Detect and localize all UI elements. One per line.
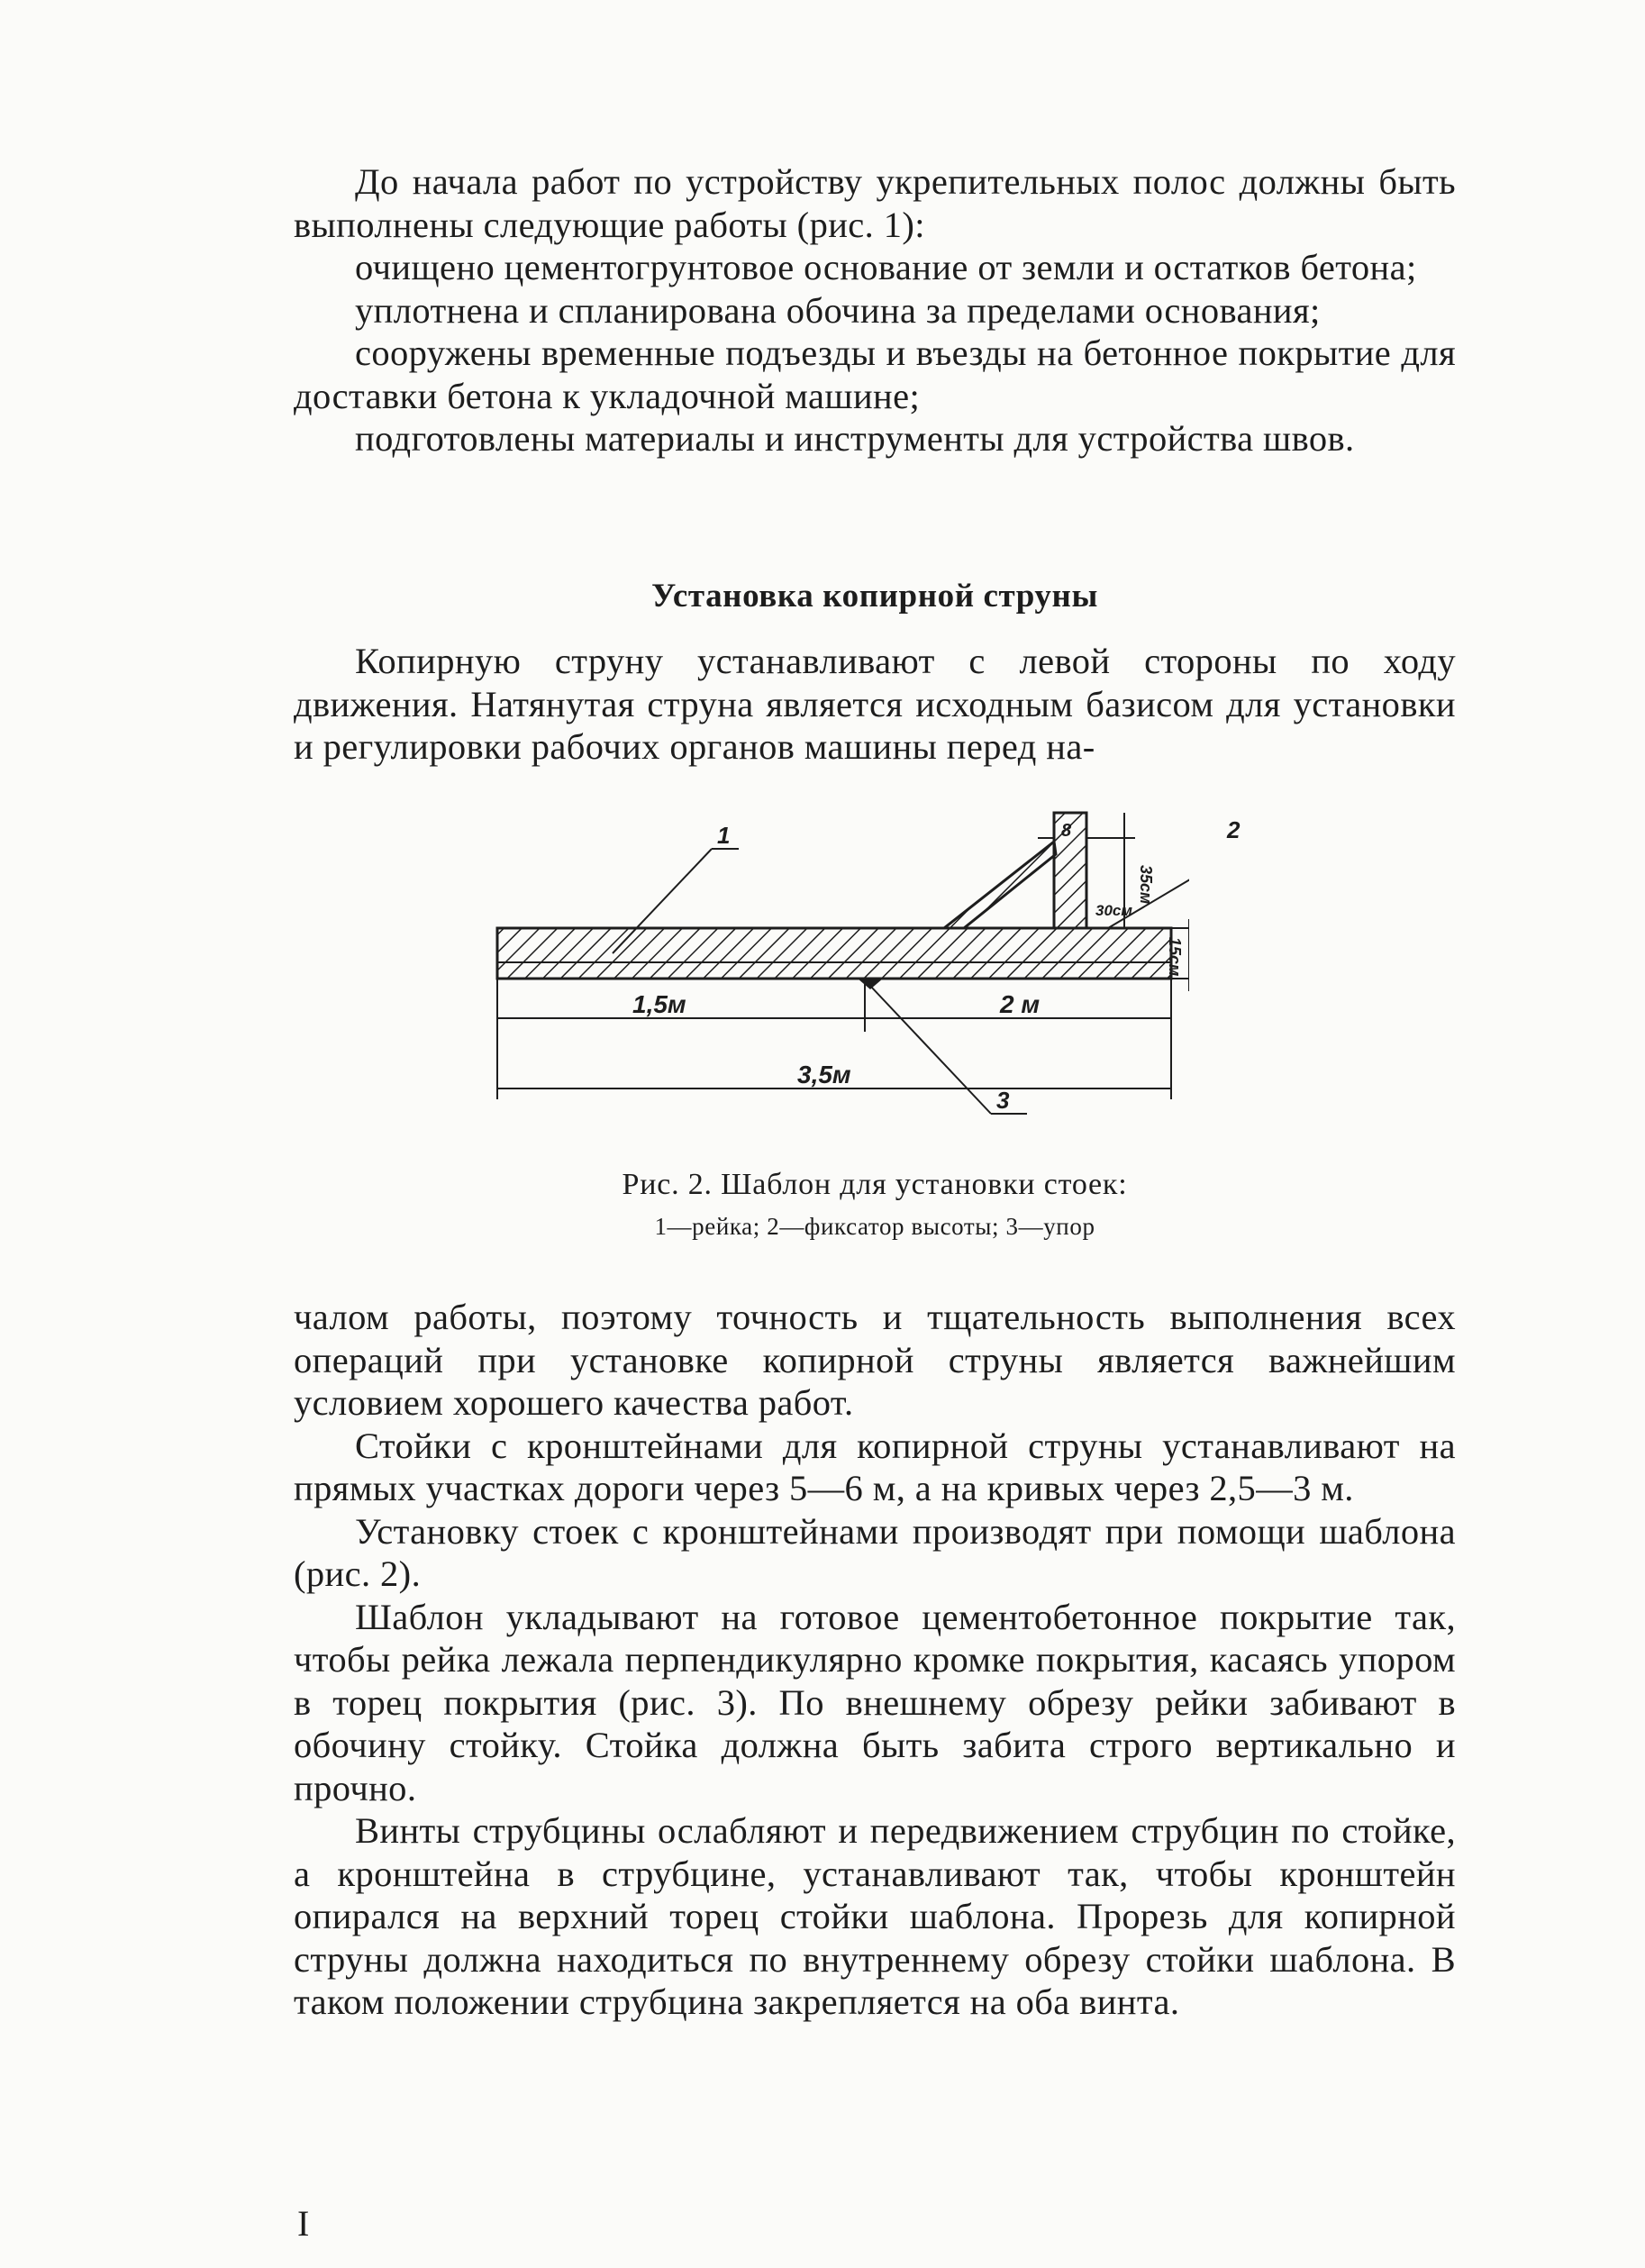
- dim-left-label: 1,5м: [632, 990, 686, 1018]
- paragraph: Копирную струну устанавливают с левой стороны по ходу движения. Натянутая струна является исходным базисом для установки и регулировки рабочих органов машины перед на-: [294, 641, 1456, 767]
- dim-height-label: 35см: [1137, 865, 1155, 905]
- paragraph: очищено цементогрунтовое основание от земли и остатков бетона;: [355, 247, 1417, 287]
- paragraph: Установку стоек с кронштейнами производят при помощи шаблона (рис. 2).: [294, 1510, 1456, 1594]
- figure-caption-legend: 1—рейка; 2—фиксатор высоты; 3—упор: [654, 1213, 1095, 1240]
- paragraph: Стойки с кронштейнами для копирной струны устанавливают на прямых участках дороги через 5—6 м, а на кривых через 2,5—3 м.: [294, 1425, 1456, 1508]
- label-rail: 1: [717, 822, 731, 849]
- fixator-label-svg: [1225, 811, 1279, 847]
- fixator-brace: [944, 842, 1056, 928]
- stop-shape: [858, 979, 883, 989]
- paragraph: сооружены временные подъезды и въезды на бетонное покрытие для доставки бетона к укладочной машине;: [294, 332, 1456, 416]
- continued-text-block: [294, 1296, 1456, 2024]
- page-number: I: [297, 2203, 310, 2244]
- dim-thickness-label: 15см: [1166, 937, 1184, 977]
- rail-shape: [497, 928, 1171, 979]
- dim-offset-label: 30см: [1095, 902, 1132, 919]
- dim-total-label: 3,5м: [797, 1061, 851, 1088]
- paragraph: уплотнена и спланирована обочина за пределами основания;: [355, 289, 1321, 331]
- figure-caption-title: Рис. 2. Шаблон для установки стоек:: [622, 1168, 1128, 1201]
- paragraph: До начала работ по устройству укрепительных полос должны быть выполнены следующие работы (рис. 1):: [294, 161, 1456, 245]
- section-intro-block: [294, 640, 1456, 769]
- template-diagram: [486, 802, 1189, 1135]
- template-diagram-svg: [486, 802, 1189, 1135]
- dim-right-label: 2 м: [1000, 990, 1041, 1018]
- label-stop: 3: [996, 1087, 1010, 1114]
- section-heading: Установка копирной струны: [651, 578, 1098, 615]
- dim-width-label: 8: [1061, 821, 1072, 841]
- intro-text-block: [294, 160, 1456, 460]
- paragraph: подготовлены материалы и инструменты для устройства швов.: [355, 418, 1355, 459]
- paragraph: Винты струбцины ослабляют и передвижением струбцин по стойке, а кронштейна в струбцине, устанавливают так, чтобы кронштейн опирался на верхний торец стойки шаблона. Прорезь для копирной струны должна находиться по внутреннему обрезу стойки шаблона. В таком положении струбцина закрепляется на оба винта.: [294, 1810, 1456, 2022]
- label-fixator-visible: 2: [1227, 816, 1241, 843]
- paragraph: чалом работы, поэтому точность и тщательность выполнения всех операций при установке копирной струны является важнейшим условием хорошего качества работ.: [294, 1297, 1456, 1423]
- paragraph: Шаблон укладывают на готовое цементобетонное покрытие так, чтобы рейка лежала перпендикулярно кромке покрытия, касаясь упором в торец покрытия (рис. 3). По внешнему обрезу рейки забивают в обочину стойку. Стойка должна быть забита строго вертикально и прочно.: [294, 1596, 1456, 1808]
